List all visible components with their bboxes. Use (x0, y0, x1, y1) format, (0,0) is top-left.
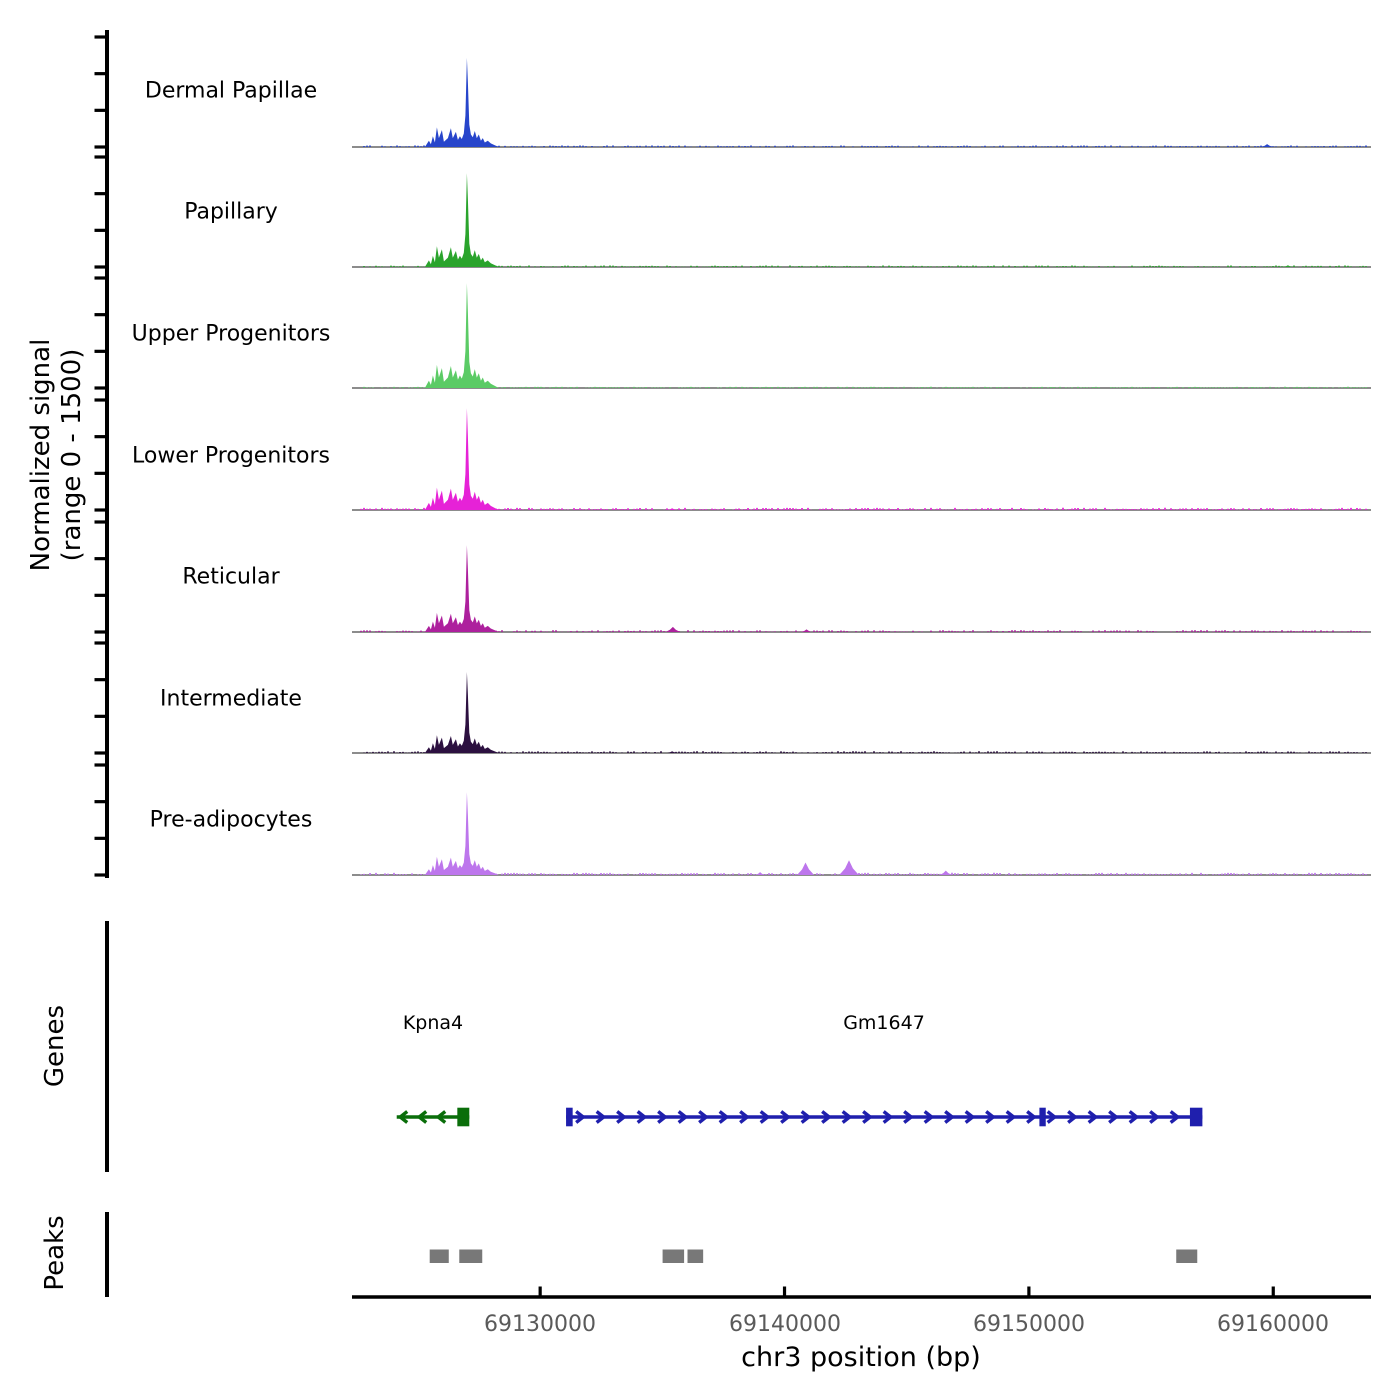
signal-area (425, 173, 499, 267)
gene-label-kpna4: Kpna4 (402, 1012, 464, 1034)
signal-area (425, 283, 499, 388)
track-label-intermediate: Intermediate (160, 686, 302, 712)
signal-minor-peak (797, 863, 814, 876)
y-axis-label-line1: Normalized signal (26, 338, 56, 572)
signal-area (425, 672, 499, 753)
gene-exon-block (566, 1108, 573, 1127)
y-axis-label-line2: (range 0 - 1500) (57, 348, 87, 562)
track-label-papillary: Papillary (184, 199, 278, 225)
peak-region-box (430, 1250, 449, 1264)
track-label-reticular: Reticular (182, 564, 280, 590)
genes-section-label: Genes (40, 1004, 70, 1088)
signal-minor-peak (1261, 144, 1273, 147)
x-tick-label: 69140000 (729, 1312, 841, 1337)
gene-label-gm1647: Gm1647 (843, 1012, 925, 1034)
track-label-pre-adipocytes: Pre-adipocytes (149, 807, 313, 833)
gene-exon-block (1039, 1108, 1045, 1127)
gene-exon-block (1190, 1108, 1202, 1127)
track-label-lower-progenitors: Lower Progenitors (132, 443, 330, 469)
y-axis-label (26, 285, 88, 625)
x-axis-title: chr3 position (bp) (741, 1342, 981, 1373)
peak-region-box (1176, 1250, 1197, 1264)
signal-area (425, 58, 499, 147)
x-tick-label: 69160000 (1217, 1312, 1329, 1337)
x-tick-label: 69150000 (973, 1312, 1085, 1337)
peak-region-box (663, 1250, 685, 1264)
track-label-dermal-papillae: Dermal Papillae (144, 78, 318, 104)
signal-minor-peak (666, 627, 681, 632)
peak-region-box (688, 1250, 704, 1264)
signal-minor-peak (755, 872, 765, 875)
signal-noise (363, 146, 1367, 148)
signal-minor-peak (940, 871, 952, 875)
track-label-upper-progenitors: Upper Progenitors (131, 321, 331, 347)
gene-exon-block (457, 1108, 469, 1127)
signal-minor-peak (1283, 265, 1293, 267)
x-tick-label: 69130000 (484, 1312, 596, 1337)
peaks-section-label: Peaks (40, 1215, 70, 1291)
signal-area (425, 408, 499, 510)
signal-minor-peak (839, 860, 859, 875)
signal-minor-peak (667, 508, 677, 510)
signal-area (425, 792, 499, 875)
peak-region-box (459, 1250, 482, 1264)
signal-area (425, 545, 499, 632)
signal-minor-peak (802, 629, 812, 632)
